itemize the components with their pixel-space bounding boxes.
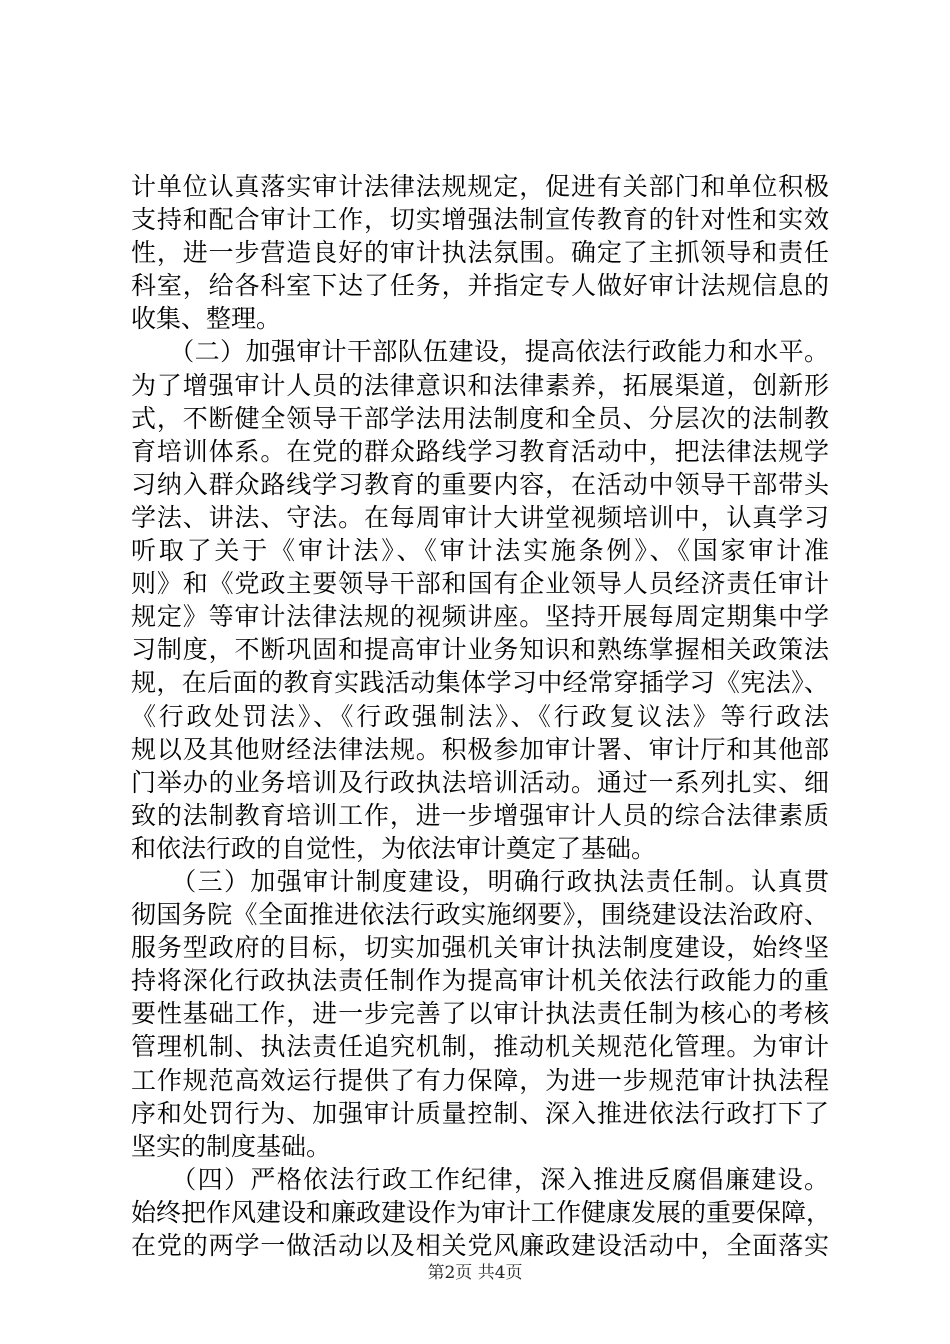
text-line: 致的法制教育培训工作，进一步增强审计人员的综合法律素质: [131, 800, 829, 830]
text-line: 收集、整理。: [131, 304, 282, 334]
text-line: 规，在后面的教育实践活动集体学习中经常穿插学习《宪法》、: [131, 668, 829, 698]
text-line: 科室，给各科室下达了任务，并指定专人做好审计法规信息的: [131, 271, 829, 301]
text-line: 和依法行政的自觉性，为依法审计奠定了基础。: [131, 833, 657, 863]
page-footer: 第2页 共4页: [427, 1263, 523, 1283]
text-line: 听取了关于《审计法》、《审计法实施条例》、《国家审计准: [131, 536, 829, 566]
text-line: （四）严格依法行政工作纪律，深入推进反腐倡廉建设。: [131, 1164, 829, 1194]
text-line: （二）加强审计干部队伍建设，提高依法行政能力和水平。: [131, 337, 829, 367]
text-line: 计单位认真落实审计法律法规规定，促进有关部门和单位积极: [131, 172, 829, 201]
text-line: 要性基础工作，进一步完善了以审计执法责任制为核心的考核: [131, 999, 829, 1029]
text-line: 为了增强审计人员的法律意识和法律素养，拓展渠道，创新形: [131, 370, 829, 400]
text-line: 支持和配合审计工作，切实增强法制宣传教育的针对性和实效: [131, 205, 829, 235]
text-line: 《行政处罚法》、《行政强制法》、《行政复议法》等行政法: [131, 701, 829, 731]
text-line: 在党的两学一做活动以及相关党风廉政建设活动中，全面落实: [131, 1231, 829, 1260]
text-line: 序和处罚行为、加强审计质量控制、深入推进依法行政打下了: [131, 1098, 829, 1128]
text-line: 始终把作风建设和廉政建设作为审计工作健康发展的重要保障，: [131, 1197, 832, 1227]
text-line: （三）加强审计制度建设，明确行政执法责任制。认真贯: [131, 866, 829, 896]
text-line: 习纳入群众路线学习教育的重要内容，在活动中领导干部带头: [131, 469, 829, 499]
text-line: 管理机制、执法责任追究机制，推动机关规范化管理。为审计: [131, 1032, 829, 1062]
text-line: 则》和《党政主要领导干部和国有企业领导人员经济责任审计: [131, 569, 829, 599]
text-line: 彻国务院《全面推进依法行政实施纲要》，围绕建设法治政府、: [131, 900, 829, 930]
text-line: 习制度，不断巩固和提高审计业务知识和熟练掌握相关政策法: [131, 635, 829, 665]
text-line: 持将深化行政执法责任制作为提高审计机关依法行政能力的重: [131, 966, 829, 996]
text-line: 门举办的业务培训及行政执法培训活动。通过一系列扎实、细: [131, 767, 829, 797]
text-line: 服务型政府的目标，切实加强机关审计执法制度建设，始终坚: [131, 933, 829, 963]
text-line: 性，进一步营造良好的审计执法氛围。确定了主抓领导和责任: [131, 238, 829, 268]
text-line: 学法、讲法、守法。在每周审计大讲堂视频培训中，认真学习: [131, 502, 829, 532]
text-line: 式，不断健全领导干部学法用法制度和全员、分层次的法制教: [131, 403, 829, 433]
text-line: 坚实的制度基础。: [131, 1131, 332, 1161]
text-line: 规定》等审计法律法规的视频讲座。坚持开展每周定期集中学: [131, 602, 829, 632]
text-line: 工作规范高效运行提供了有力保障，为进一步规范审计执法程: [131, 1065, 829, 1095]
body-text: [131, 170, 832, 1262]
text-line: 规以及其他财经法律法规。积极参加审计署、审计厅和其他部: [131, 734, 829, 764]
text-line: 育培训体系。在党的群众路线学习教育活动中，把法律法规学: [131, 436, 829, 466]
